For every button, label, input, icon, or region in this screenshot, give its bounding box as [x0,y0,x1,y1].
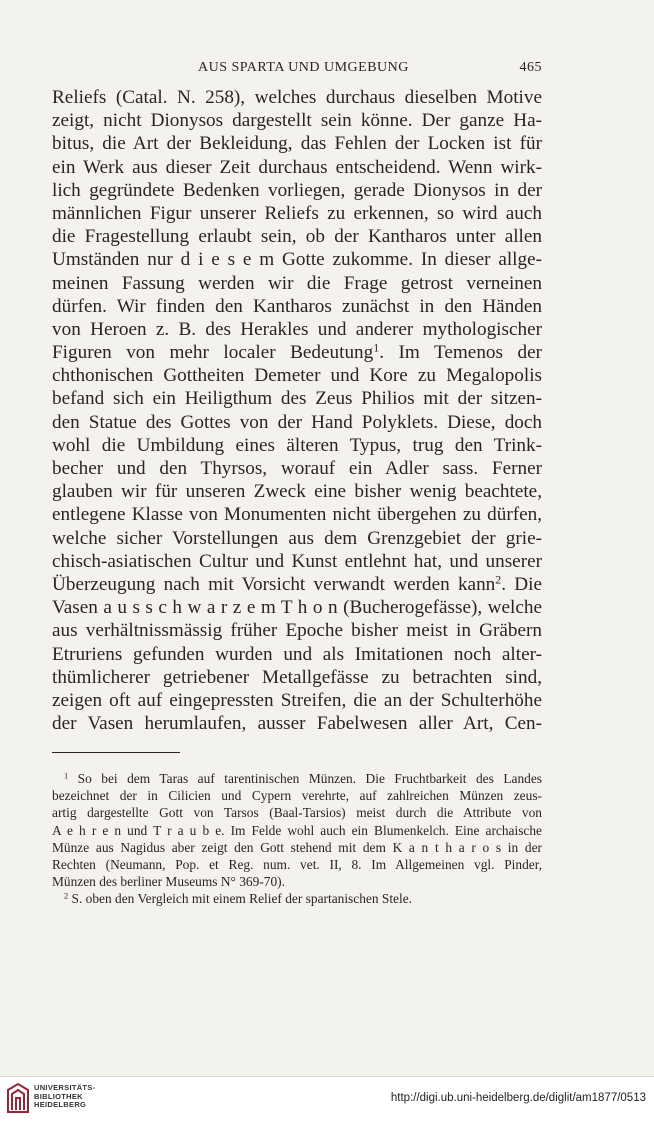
body-line: wohl die Umbildung eines älteren Typus, trug den Trink- [52,434,542,456]
body-line: den Statue des Gottes von der Hand Polyklets. Diese, doch [52,411,542,433]
body-line: ein Werk aus dieser Zeit durchaus entscheidend. Wenn wirk- [52,156,542,178]
footnote-reference[interactable]: 1 [373,341,380,355]
footnote-line: artig dargestellte Gott von Tarsos (Baal-Tarsios) meist durch die Attribute von [52,805,542,821]
body-line: von Heroen z. B. des Herakles und anderer mythologischer [52,318,542,340]
body-line: zeigt, nicht Dionysos dargestellt sein könne. Der ganze Ha- [52,110,542,132]
body-line: männlichen Figur unserer Reliefs zu erkennen, so wird auch [52,202,542,224]
body-line: chisch-asiatischen Cultur und Kunst entlehnt hat, und unserer [52,550,542,572]
footnote-reference[interactable]: 2 [495,572,502,587]
footnote-line: Münzen des berliner Museums N° 369-70). [52,874,285,890]
footnote-line: bezeichnet der in Cilicien und Cypern verehrte, auf zahlreichen Münzen zeus- [52,788,542,804]
library-name: UNIVERSITÄTS- BIBLIOTHEK HEIDELBERG [34,1083,96,1109]
body-line: Etruriens gefunden wurden und als Imitationen noch alter- [52,643,542,665]
body-line: becher und den Thyrsos, worauf ein Adler sass. Ferner [52,458,542,479]
page-header [52,60,542,82]
body-line: aus verhältnissmässig früher Epoche bisher meist in Gräbern [52,620,542,642]
body-line: welche sicher Vorstellungen aus dem Grenzgebiet der grie- [52,527,542,549]
footnote-line: A e h r e n und T r a u b e. Im Felde wohl auch ein Blumenkelch. Eine archaische [52,822,542,838]
footnote-marker: 2 [64,891,69,901]
body-line: der Vasen herumlaufen, ausser Fabelwesen aller Art, Cen- [52,713,542,735]
footnote-rule [52,752,180,753]
body-line: Überzeugung nach mit Vorsicht verwandt werden kann$^2$. Die [52,572,542,595]
page-number: 465 [519,60,542,75]
body-line: dürfen. Wir finden den Kantharos zunächst in den Händen [52,295,542,317]
body-line: lich gegründete Bedenken vorliegen, gerade Dionysos in der [52,179,542,201]
footnote-marker: 1 [64,771,69,781]
footnote-line: Rechten (Neumann, Pop. et Reg. num. vet. II, 8. Im Allgemeinen vgl. Pinder, [52,856,542,872]
body-line: chthonischen Gottheiten Demeter und Kore zu Megalopolis [52,365,542,387]
body-line: die Fragestellung erlaubt sein, ob der Kantharos unter allen [52,226,542,248]
body-line: Reliefs (Catal. N. 258), welches durchaus dieselben Motive [52,87,542,108]
footnote-line: $^1$ So bei dem Taras auf tarentinischen Münzen. Die Fruchtbarkeit des Landes [64,771,542,786]
viewer-footer [0,1076,654,1121]
footnotes [52,770,542,908]
body-line: Umständen nur d i e s e m Gotte zukomme. In dieser allge- [52,249,542,271]
footnote-line: Münze aus Nagidus aber zeigt den Gott stehend mit dem K a n t h a r o s in der [52,839,542,855]
body-line: befand sich ein Heiligthum des Zeus Philios mit der sitzen- [52,388,542,410]
body-line: bitus, die Art der Bekleidung, das Fehlen der Locken ist für [52,133,542,155]
body-line: thümlicherer getriebener Metallgefässe zu betrachten sind, [52,666,542,688]
library-logo-icon [6,1082,30,1114]
footnote-line: $^2$ S. oben den Vergleich mit einem Relief der spartanischen Stele. [64,891,413,907]
body-line: glauben wir für unseren Zweck eine bisher wenig beachtete, [52,481,542,503]
body-line: entlegene Klasse von Monumenten nicht übergehen zu dürfen, [52,504,542,526]
body-line: Figuren von mehr localer Bedeutung$^1$. Im Temenos der [52,341,542,364]
body-line: zeigen oft auf eingepressten Streifen, die an der Schulterhöhe [52,689,542,711]
body-line: meinen Fassung werden wir die Frage getrost verneinen [52,272,542,294]
body-text [52,86,542,735]
source-url-link[interactable]: http://digi.ub.uni-heidelberg.de/diglit/am1877/0513 [390,1092,646,1104]
running-title: AUS SPARTA UND UMGEBUNG [198,60,409,75]
body-line: Vasen a u s s c h w a r z e m T h o n (Bucherogefässe), welche [52,597,542,619]
